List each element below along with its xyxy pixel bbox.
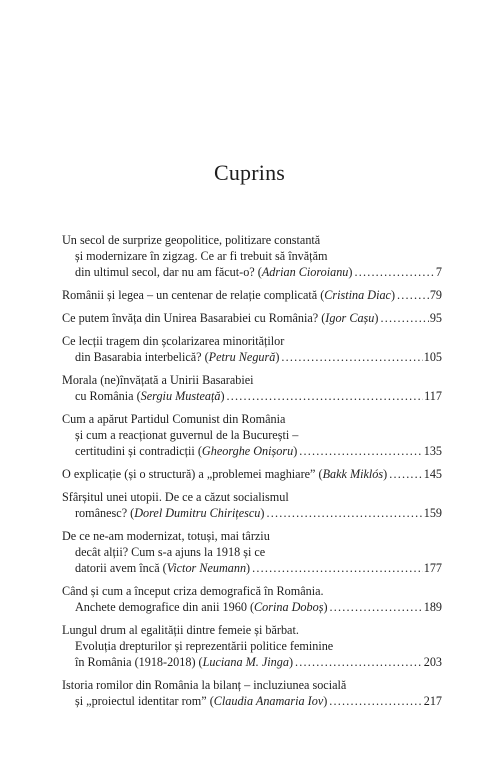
toc-entry-title-text: Ce putem învăța din Unirea Basarabiei cu România? ( — [62, 311, 326, 325]
toc-entry — [62, 583, 442, 615]
dot-leader — [252, 560, 423, 576]
toc-entry-title-text: O explicație (și o structură) a „problemei maghiare” ( — [62, 467, 323, 481]
dot-leader — [389, 466, 423, 482]
toc-entry-author: Claudia Anamaria Iov — [213, 694, 324, 708]
toc-entry-title-end — [75, 388, 225, 404]
toc-entry-title-text: cu România ( — [75, 389, 141, 403]
toc-entry-last-line — [62, 264, 442, 280]
toc-entry-page-number: 145 — [423, 467, 442, 481]
toc-entry — [62, 411, 442, 459]
toc-entry-last-line — [62, 560, 442, 576]
toc-entry-page-number: 159 — [423, 506, 442, 520]
toc-entry — [62, 622, 442, 670]
toc-entry-close-paren: ) — [374, 311, 379, 325]
toc-entry-title-end — [75, 443, 297, 459]
toc-entry-title-line: De ce ne-am modernizat, totuși, mai târziu — [62, 529, 270, 543]
toc-entry-page-number: 7 — [435, 265, 442, 279]
toc-entry-author: Adrian Cioroianu — [261, 265, 349, 279]
toc-entry-title-end — [75, 560, 250, 576]
dot-leader — [330, 599, 423, 615]
toc-entry-close-paren: ) — [323, 600, 328, 614]
toc-entry-page-number: 177 — [423, 561, 442, 575]
toc-entry-page-number: 79 — [429, 288, 442, 302]
toc-entry-last-line — [62, 349, 442, 365]
toc-entry — [62, 489, 442, 521]
table-of-contents — [62, 232, 442, 716]
toc-entry-title-end — [62, 310, 378, 326]
toc-entry-title-line: Când și cum a început criza demografică în România. — [62, 584, 324, 598]
toc-entry — [62, 528, 442, 576]
dot-leader — [299, 443, 422, 459]
toc-entry-title-text: românesc? ( — [75, 506, 135, 520]
toc-entry-author: Corina Doboș — [254, 600, 324, 614]
toc-entry-title-text: Românii și legea – un centenar de relație complicată ( — [62, 288, 325, 302]
toc-entry — [62, 232, 442, 280]
toc-entry-title-line: Morala (ne)învățată a Unirii Basarabiei — [62, 373, 254, 387]
toc-entry-title-end — [75, 599, 328, 615]
toc-entry-author: Luciana M. Jinga — [202, 655, 289, 669]
toc-entry-title-text: Anchete demografice din anii 1960 ( — [75, 600, 255, 614]
toc-entry-close-paren: ) — [260, 506, 265, 520]
toc-entry-page-number: 105 — [423, 350, 442, 364]
toc-entry-last-line — [62, 443, 442, 459]
toc-entry-title-end — [75, 349, 279, 365]
toc-entry — [62, 677, 442, 709]
toc-entry-author: Gheorghe Onișoru — [201, 444, 294, 458]
dot-leader — [329, 693, 422, 709]
toc-entry-last-line — [62, 388, 442, 404]
toc-entry — [62, 372, 442, 404]
toc-entry-last-line — [62, 466, 442, 482]
toc-entry-last-line — [62, 693, 442, 709]
toc-entry-title-end — [75, 264, 352, 280]
toc-entry-title-line: Lungul drum al egalității dintre femeie și bărbat. — [62, 623, 299, 637]
toc-entry-close-paren: ) — [323, 694, 328, 708]
toc-entry-title-end — [75, 654, 293, 670]
toc-entry-title-text: datorii avem încă ( — [75, 561, 167, 575]
toc-entry-title-text: din ultimul secol, dar nu am făcut-o? ( — [75, 265, 262, 279]
toc-entry-author: Sergiu Musteață — [140, 389, 221, 403]
toc-entry-page-number: 189 — [423, 600, 442, 614]
toc-entry-last-line — [62, 287, 442, 303]
toc-entry-page-number: 95 — [429, 311, 442, 325]
toc-entry-title-line: și cum a reacționat guvernul de la București – — [75, 428, 299, 442]
toc-entry-close-paren: ) — [288, 655, 293, 669]
toc-entry-title-line: Un secol de surprize geopolitice, politizare constantă — [62, 233, 321, 247]
toc-entry — [62, 310, 442, 326]
toc-entry-title-line: Istoria romilor din România la bilanț – incluziunea socială — [62, 678, 347, 692]
toc-entry-title-line: decât alții? Cum s-a ajuns la 1918 și ce — [75, 545, 266, 559]
dot-leader — [380, 310, 428, 326]
toc-entry-title-end — [62, 466, 387, 482]
toc-entry-page-number: 117 — [424, 389, 442, 403]
toc-entry-last-line — [62, 654, 442, 670]
toc-entry-close-paren: ) — [275, 350, 280, 364]
toc-entry-title-line: și modernizare în zigzag. Ce ar fi trebuit să învățăm — [75, 249, 328, 263]
toc-entry-author: Dorel Dumitru Chirițescu — [134, 506, 261, 520]
toc-entry-title-text: certitudini și contradicții ( — [75, 444, 202, 458]
toc-entry-author: Igor Cașu — [325, 311, 375, 325]
toc-entry-title-line: Evoluția drepturilor și reprezentării politice feminine — [75, 639, 334, 653]
page-title: Cuprins — [213, 160, 286, 185]
toc-entry — [62, 466, 442, 482]
toc-entry-author: Bakk Miklós — [322, 467, 384, 481]
toc-entry-title-line: Ce lecții tragem din școlarizarea minorităților — [62, 334, 285, 348]
toc-entry-close-paren: ) — [246, 561, 251, 575]
toc-entry-close-paren: ) — [383, 467, 388, 481]
toc-entry-title-text: în România (1918-2018) ( — [75, 655, 203, 669]
dot-leader — [227, 388, 424, 404]
toc-entry-title-end — [75, 693, 327, 709]
toc-entry-title-end — [75, 505, 264, 521]
toc-entry-title-line: Cum a apărut Partidul Comunist din România — [62, 412, 286, 426]
dot-leader — [295, 654, 423, 670]
toc-entry-title-end — [62, 287, 395, 303]
toc-entry-author: Victor Neumann — [166, 561, 247, 575]
toc-entry-close-paren: ) — [348, 265, 353, 279]
toc-entry-last-line — [62, 599, 442, 615]
toc-entry-last-line — [62, 310, 442, 326]
toc-entry-title-text: din Basarabia interbelică? ( — [75, 350, 209, 364]
toc-entry-page-number: 217 — [423, 694, 442, 708]
toc-entry-page-number: 203 — [423, 655, 442, 669]
toc-entry-close-paren: ) — [390, 288, 396, 302]
toc-entry-page-number: 135 — [423, 444, 442, 458]
toc-entry-close-paren: ) — [220, 389, 225, 403]
toc-entry-title-line: Sfârșitul unei utopii. De ce a căzut socialismul — [62, 490, 289, 504]
toc-entry-title-text: și „proiectul identitar rom” ( — [75, 694, 214, 708]
toc-entry — [62, 287, 442, 303]
toc-entry-close-paren: ) — [293, 444, 298, 458]
dot-leader — [266, 505, 422, 521]
toc-entry — [62, 333, 442, 365]
toc-entry-last-line — [62, 505, 442, 521]
toc-entry-author: Cristina Diac — [324, 288, 391, 302]
dot-leader — [354, 264, 434, 280]
dot-leader — [397, 287, 429, 303]
dot-leader — [281, 349, 422, 365]
toc-entry-author: Petru Negură — [208, 350, 276, 364]
